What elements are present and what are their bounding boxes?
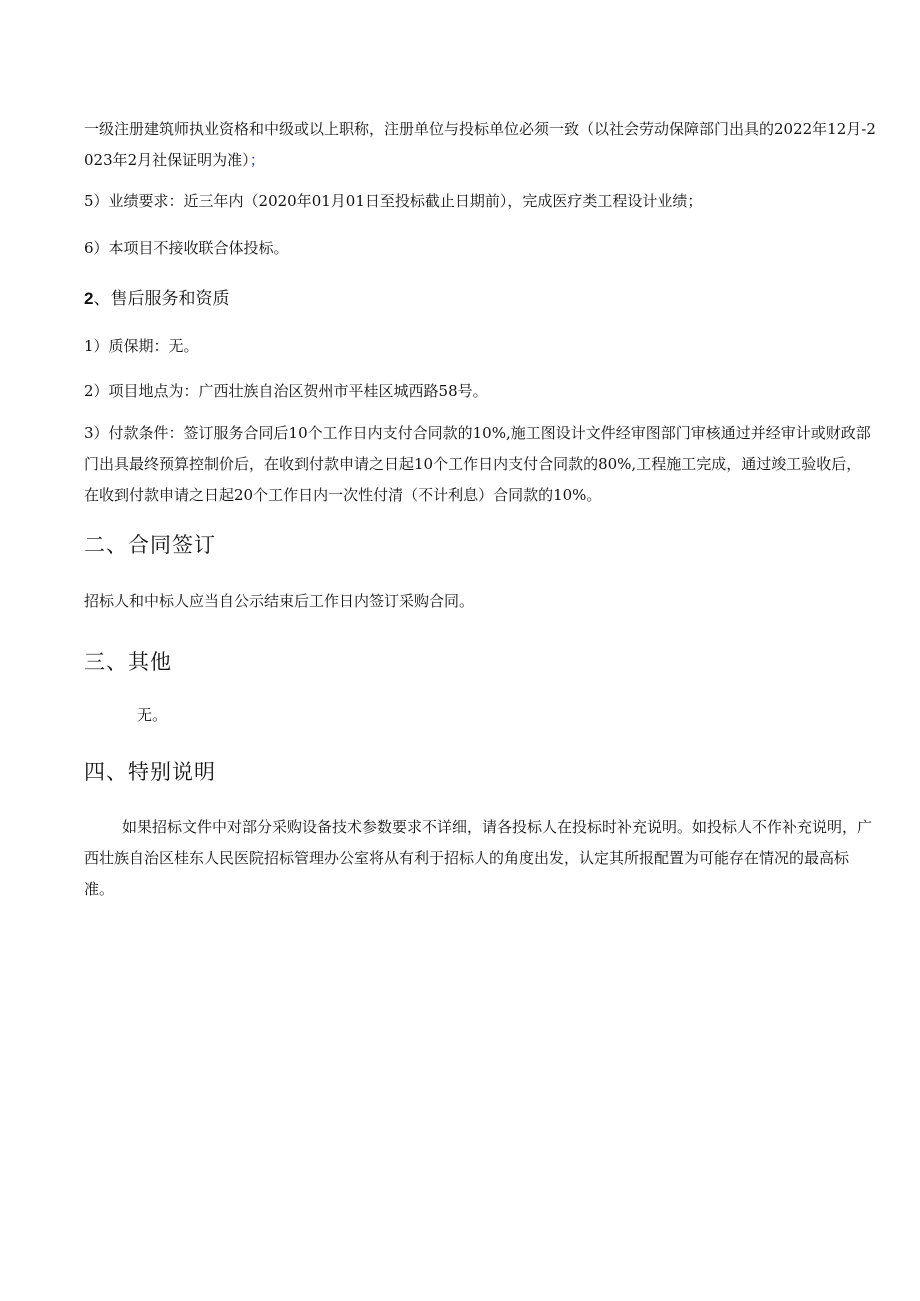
payment-terms-item: 3）付款条件：签订服务合同后10个工作日内支付合同款的10%,施工图设计文件经审图部门审核通过并经审计或财政部门出具最终预算控制价后，在收到付款申请之日起10个工作日内支付合同款的80%,工程施工完成，通过竣工验收后，在收到付款申请之日起20个工作日内一次性付清（不计利息）合同款的10%。 <box>84 424 871 504</box>
qualification-requirement-text: 一级注册建筑师执业资格和中级或以上职称，注册单位与投标单位必须一致（以社会劳动保障部门出具的2022年12月-2023年2月社保证明为准） <box>84 120 876 169</box>
project-location-item: 2）项目地点为：广西壮族自治区贺州市平桂区城西路58号。 <box>84 382 488 400</box>
special-notes-body: 如果招标文件中对部分采购设备技术参数要求不详细，请各投标人在投标时补充说明。如投标人不作补充说明，广西壮族自治区桂东人民医院招标管理办公室将从有利于招标人的角度出发，认定其所报配置为可能存在情况的最高标准。 <box>84 818 873 898</box>
after-sales-heading-text: 、售后服务和资质 <box>93 289 230 309</box>
after-sales-heading-number: 2 <box>84 289 94 308</box>
other-heading: 三、其他 <box>84 650 172 674</box>
warranty-item: 1）质保期：无。 <box>84 337 199 355</box>
no-consortium-item: 6）本项目不接收联合体投标。 <box>84 239 289 257</box>
other-body: 无。 <box>137 706 168 724</box>
qualification-requirement-semicolon: ； <box>249 151 265 169</box>
special-notes-heading: 四、特别说明 <box>84 760 216 784</box>
performance-requirement-item: 5）业绩要求：近三年内（2020年01月01日至投标截止日期前），完成医疗类工程设计业绩； <box>84 192 703 210</box>
contract-signing-body: 招标人和中标人应当自公示结束后工作日内签订采购合同。 <box>84 592 475 610</box>
after-sales-heading <box>84 283 876 315</box>
qualification-requirement-paragraph <box>84 114 876 176</box>
contract-signing-heading: 二、合同签订 <box>84 533 216 557</box>
